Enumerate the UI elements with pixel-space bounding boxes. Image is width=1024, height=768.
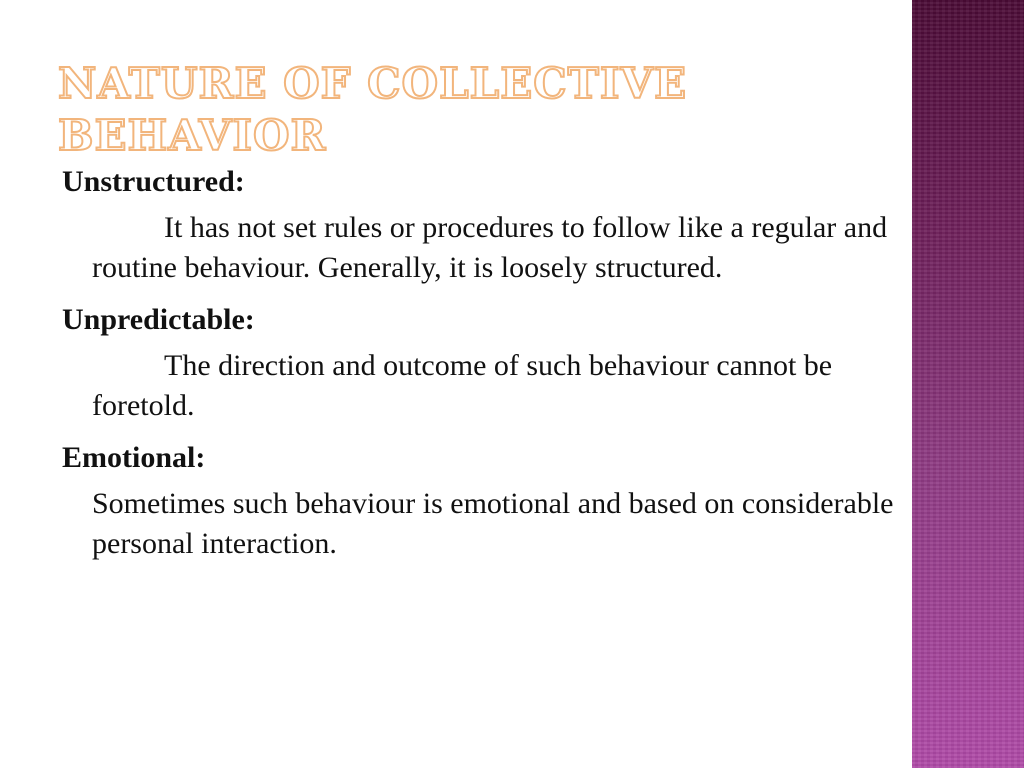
section-heading-unstructured: Unstructured:: [62, 165, 245, 198]
section-text-unpredictable: The direction and outcome of such behaviour cannot be foretold.: [92, 349, 833, 422]
slide-title: NATURE OF COLLECTIVE BEHAVIOR: [58, 59, 688, 160]
slide-content: [62, 160, 942, 574]
section-heading-unpredictable: Unpredictable:: [62, 303, 255, 336]
section-text-emotional: Sometimes such behaviour is emotional and based on considerable personal interaction.: [92, 487, 894, 560]
section-text-unstructured: It has not set rules or procedures to follow like a regular and routine behaviour. Generally, it is loosely structured.: [92, 211, 888, 284]
section-heading-emotional: Emotional:: [62, 441, 206, 474]
